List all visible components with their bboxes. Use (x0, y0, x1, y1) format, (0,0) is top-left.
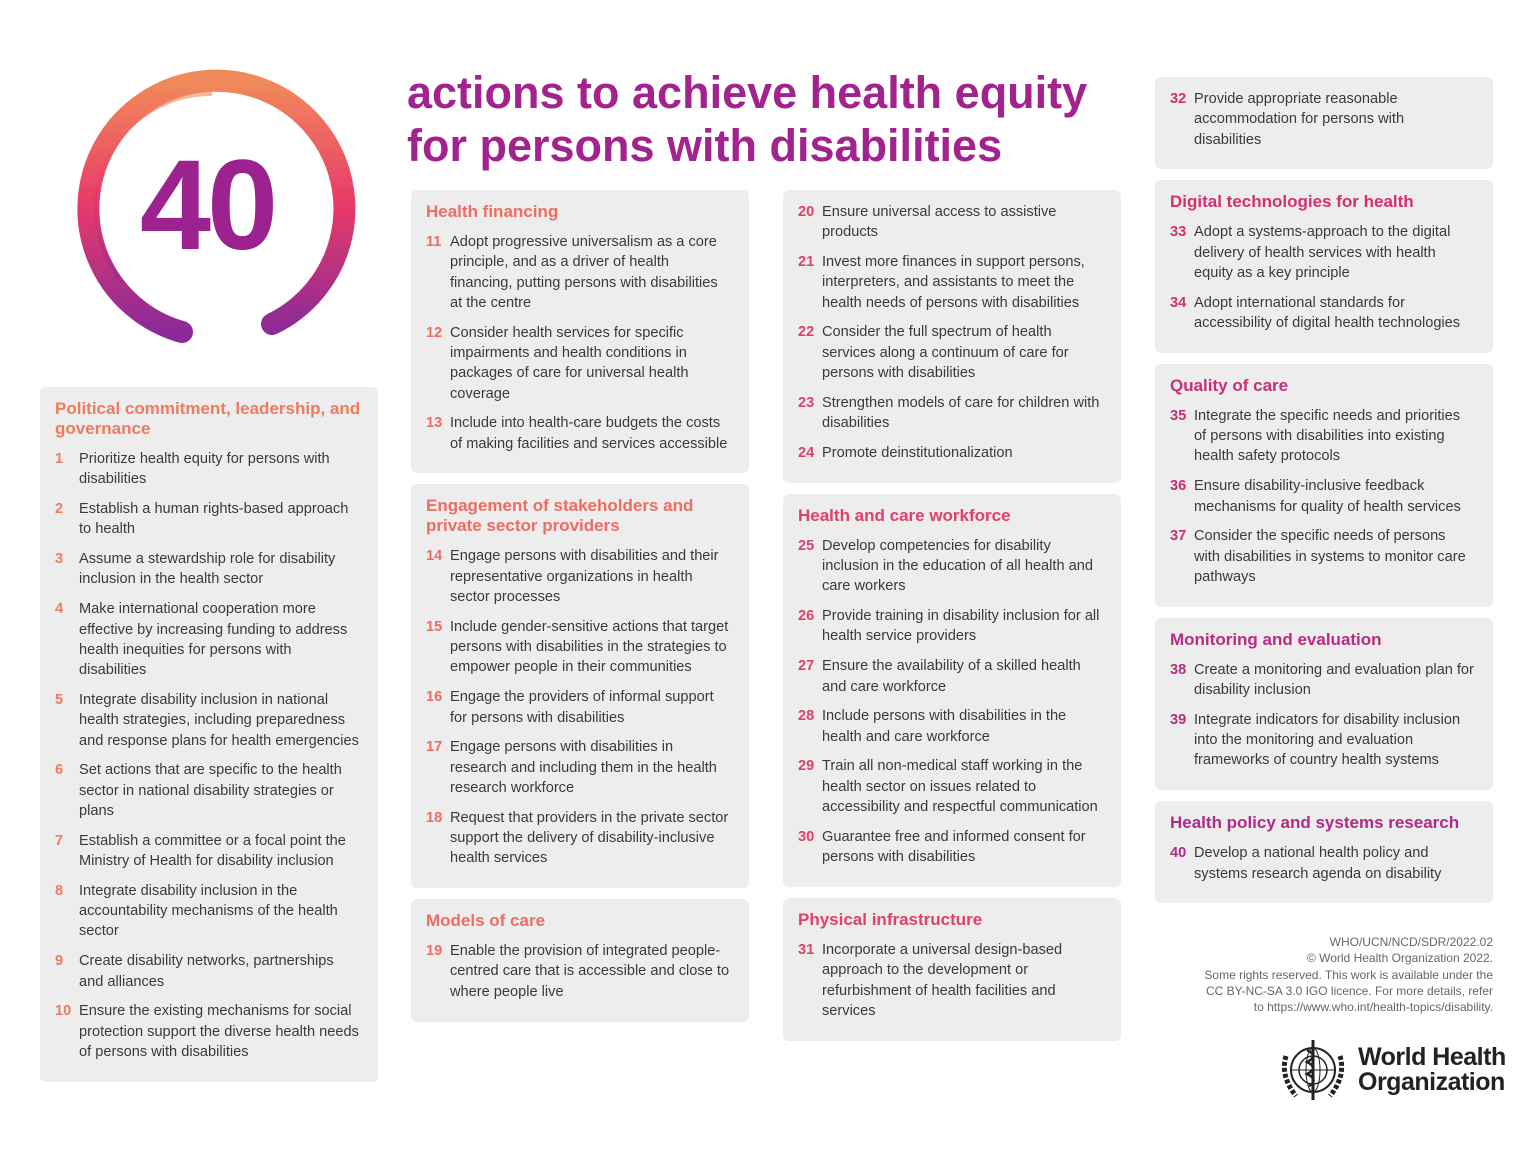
action-item (55, 881, 364, 942)
action-number: 14 (426, 548, 443, 565)
action-item (798, 706, 1107, 747)
action-item (798, 827, 1107, 868)
action-number: 37 (1170, 528, 1187, 545)
action-section (411, 484, 749, 888)
action-number: 2 (55, 501, 64, 518)
action-text: Ensure disability-inclusive feedback mechanisms for quality of health services (1194, 478, 1461, 515)
action-section (40, 387, 378, 1082)
action-text: Strengthen models of care for children with disabilities (822, 394, 1100, 432)
action-text: Adopt progressive universalism as a core principle, and as a driver of health financing, putting persons with disabilities at the centre (450, 234, 718, 311)
action-item (426, 232, 735, 313)
action-item (426, 546, 735, 607)
action-text: Invest more finances in support persons, interpreters, and assistants to meet the health needs of persons with disabilities (822, 254, 1085, 311)
logo-number: 40 (139, 134, 275, 277)
action-item (798, 656, 1107, 697)
action-number: 4 (55, 601, 64, 618)
action-section (1155, 77, 1493, 169)
action-section (783, 190, 1121, 483)
action-number: 28 (798, 708, 815, 725)
action-item (798, 940, 1107, 1021)
action-item (798, 443, 1107, 463)
action-item (1170, 89, 1479, 150)
action-number: 10 (55, 1003, 72, 1020)
action-item (426, 617, 735, 678)
action-number: 11 (426, 234, 442, 250)
action-number: 25 (798, 537, 815, 554)
action-text: Set actions that are specific to the health sector in national disability strategies or plans (79, 762, 342, 819)
column-3 (783, 190, 1121, 1052)
action-text: Engage persons with disabilities in research and including them in the health research workforce (450, 739, 717, 796)
action-text: Integrate the specific needs and priorities of persons with disabilities into existing health safety protocols (1194, 407, 1461, 465)
action-item (1170, 222, 1479, 283)
action-number: 5 (55, 691, 64, 708)
action-number: 26 (798, 608, 815, 625)
action-text: Create disability networks, partnerships and alliances (79, 953, 334, 990)
action-item (798, 536, 1107, 597)
action-number: 16 (426, 689, 443, 706)
section-heading: Engagement of stakeholders and private sector providers (426, 496, 694, 536)
title-line-1: actions to achieve health equity (407, 67, 1088, 118)
action-number: 38 (1170, 661, 1187, 678)
action-section (1155, 618, 1493, 790)
action-item (798, 202, 1107, 243)
page-title (407, 66, 1087, 172)
action-text: Assume a stewardship role for disability inclusion in the health sector (79, 551, 336, 588)
footer-line: CC BY-NC-SA 3.0 IGO licence. For more details, refer (1206, 983, 1493, 998)
action-item (798, 393, 1107, 434)
action-item (1170, 293, 1479, 334)
action-number: 34 (1170, 294, 1187, 311)
column-2 (411, 190, 749, 1033)
action-text: Establish a human rights-based approach to health (79, 501, 349, 538)
who-emblem-icon (1274, 1036, 1352, 1104)
action-item (1170, 476, 1479, 517)
action-text: Request that providers in the private sector support the delivery of disability-inclusive health services (450, 809, 729, 867)
action-text: Incorporate a universal design-based approach to the development or refurbishment of health facilities and services (822, 941, 1063, 1019)
action-number: 32 (1170, 91, 1187, 107)
action-text: Train all non-medical staff working in the health sector on issues related to accessibility and respectful communication (822, 758, 1098, 816)
action-number: 1 (55, 451, 64, 467)
action-text: Include gender-sensitive actions that target persons with disabilities in the strategies to empower people in their communities (450, 618, 729, 676)
action-item (426, 737, 735, 798)
action-number: 29 (798, 758, 815, 775)
action-number: 17 (426, 739, 443, 756)
action-item (1170, 526, 1479, 587)
action-item (426, 941, 735, 1002)
section-heading: Physical infrastructure (798, 909, 983, 929)
action-number: 36 (1170, 478, 1187, 495)
action-section (1155, 180, 1493, 352)
section-heading: Health and care workforce (798, 505, 1011, 525)
action-item (1170, 660, 1479, 701)
action-number: 22 (798, 324, 815, 341)
action-text: Promote deinstitutionalization (822, 444, 1013, 461)
action-text: Consider the full spectrum of health services along a continuum of care for persons with disabilities (822, 324, 1069, 382)
who-name-line-2: Organization (1358, 1068, 1505, 1096)
action-item (798, 322, 1107, 383)
action-text: Integrate disability inclusion in national health strategies, including preparedness and response plans for health emergencies (79, 691, 359, 749)
action-section (783, 494, 1121, 887)
action-section (1155, 801, 1493, 903)
action-text: Include persons with disabilities in the health and care workforce (822, 708, 1067, 745)
action-section (1155, 364, 1493, 607)
action-section (783, 898, 1121, 1041)
copyright-footer (1204, 934, 1493, 1015)
section-heading: Monitoring and evaluation (1170, 629, 1382, 649)
action-item (798, 606, 1107, 647)
action-item (55, 449, 364, 490)
action-section (411, 899, 749, 1021)
action-text: Prioritize health equity for persons with disabilities (79, 451, 330, 488)
action-text: Adopt a systems-approach to the digital delivery of health services with health equity as a key principle (1194, 224, 1451, 281)
action-number: 35 (1170, 407, 1187, 424)
action-text: Make international cooperation more effective by increasing funding to address health inequities for persons with disabilities (79, 601, 348, 679)
action-text: Provide training in disability inclusion for all health service providers (822, 608, 1100, 645)
action-number: 30 (798, 828, 815, 845)
action-item (1170, 710, 1479, 771)
who-logo (1274, 1036, 1506, 1104)
column-1 (40, 387, 378, 1093)
action-item (1170, 843, 1479, 884)
action-text: Integrate indicators for disability inclusion into the monitoring and evaluation frameworks of country health systems (1194, 711, 1461, 769)
action-text: Guarantee free and informed consent for persons with disabilities (822, 828, 1086, 866)
action-number: 20 (798, 204, 815, 220)
action-number: 21 (798, 254, 815, 271)
action-item (798, 756, 1107, 817)
forty-logo (62, 62, 362, 362)
action-item (798, 252, 1107, 313)
action-text: Engage the providers of informal support for persons with disabilities (450, 689, 714, 726)
action-text: Ensure the existing mechanisms for social protection support the diverse health needs of persons with disabilities (79, 1003, 359, 1060)
action-text: Create a monitoring and evaluation plan for disability inclusion (1194, 661, 1474, 699)
action-number: 39 (1170, 711, 1187, 728)
section-heading: Quality of care (1170, 375, 1289, 395)
action-number: 9 (55, 953, 64, 970)
action-item (426, 323, 735, 404)
action-text: Ensure universal access to assistive products (822, 204, 1057, 241)
action-number: 12 (426, 324, 443, 341)
action-text: Engage persons with disabilities and their representative organizations in health sector processes (450, 548, 719, 606)
action-item (55, 690, 364, 751)
footer-line: WHO/UCN/NCD/SDR/2022.02 (1329, 935, 1493, 949)
section-heading: Health policy and systems research (1170, 813, 1460, 833)
action-text: Provide appropriate reasonable accommodation for persons with disabilities (1194, 91, 1405, 148)
section-heading: Digital technologies for health (1170, 192, 1414, 212)
who-name-line-1: World Health (1358, 1043, 1506, 1071)
action-number: 27 (798, 658, 815, 675)
section-heading: Political commitment, leadership, and governance (55, 399, 361, 438)
column-4 (1155, 77, 1493, 914)
action-text: Develop competencies for disability inclusion in the education of all health and care workers (822, 537, 1093, 595)
action-item (426, 687, 735, 728)
action-item (55, 599, 364, 680)
action-item (55, 951, 364, 992)
action-text: Ensure the availability of a skilled health and care workforce (822, 658, 1081, 695)
section-heading: Models of care (426, 911, 546, 931)
action-number: 24 (798, 444, 815, 461)
action-text: Establish a committee or a focal point the Ministry of Health for disability inclusion (79, 832, 346, 870)
section-heading: Health financing (426, 202, 559, 221)
footer-line: to https://www.who.int/health-topics/disability. (1253, 1000, 1493, 1015)
action-text: Include into health-care budgets the costs of making facilities and services accessible (450, 415, 728, 452)
action-number: 3 (55, 551, 64, 568)
action-section (411, 190, 749, 473)
action-text: Adopt international standards for accessibility of digital health technologies (1194, 294, 1461, 332)
action-item (55, 1001, 364, 1062)
action-number: 31 (798, 941, 815, 958)
action-item (55, 549, 364, 590)
title-line-2: for persons with disabilities (407, 120, 1003, 171)
action-item (426, 808, 735, 869)
action-item (55, 831, 364, 872)
action-text: Consider health services for specific impairments and health conditions in packages of care for universal health coverage (450, 324, 689, 402)
action-number: 23 (798, 394, 815, 411)
action-number: 7 (55, 832, 64, 849)
action-text: Enable the provision of integrated people-centred care that is accessible and close to where people live (450, 943, 730, 1000)
action-number: 15 (426, 618, 443, 635)
footer-line: Some rights reserved. This work is available under the (1204, 967, 1493, 982)
action-number: 13 (426, 415, 443, 432)
action-number: 6 (55, 762, 64, 779)
action-item (426, 413, 735, 454)
action-item (55, 760, 364, 821)
action-number: 18 (426, 809, 443, 826)
action-item (55, 499, 364, 540)
action-number: 8 (55, 882, 64, 899)
action-text: Develop a national health policy and systems research agenda on disability (1194, 845, 1442, 882)
action-text: Consider the specific needs of persons with disabilities in systems to monitor care pathways (1194, 528, 1466, 585)
action-number: 19 (426, 943, 443, 960)
action-item (1170, 406, 1479, 467)
footer-line: © World Health Organization 2022. (1306, 951, 1493, 966)
action-number: 33 (1170, 224, 1187, 241)
action-text: Integrate disability inclusion in the accountability mechanisms of the health sector (79, 882, 338, 940)
action-number: 40 (1170, 845, 1187, 862)
